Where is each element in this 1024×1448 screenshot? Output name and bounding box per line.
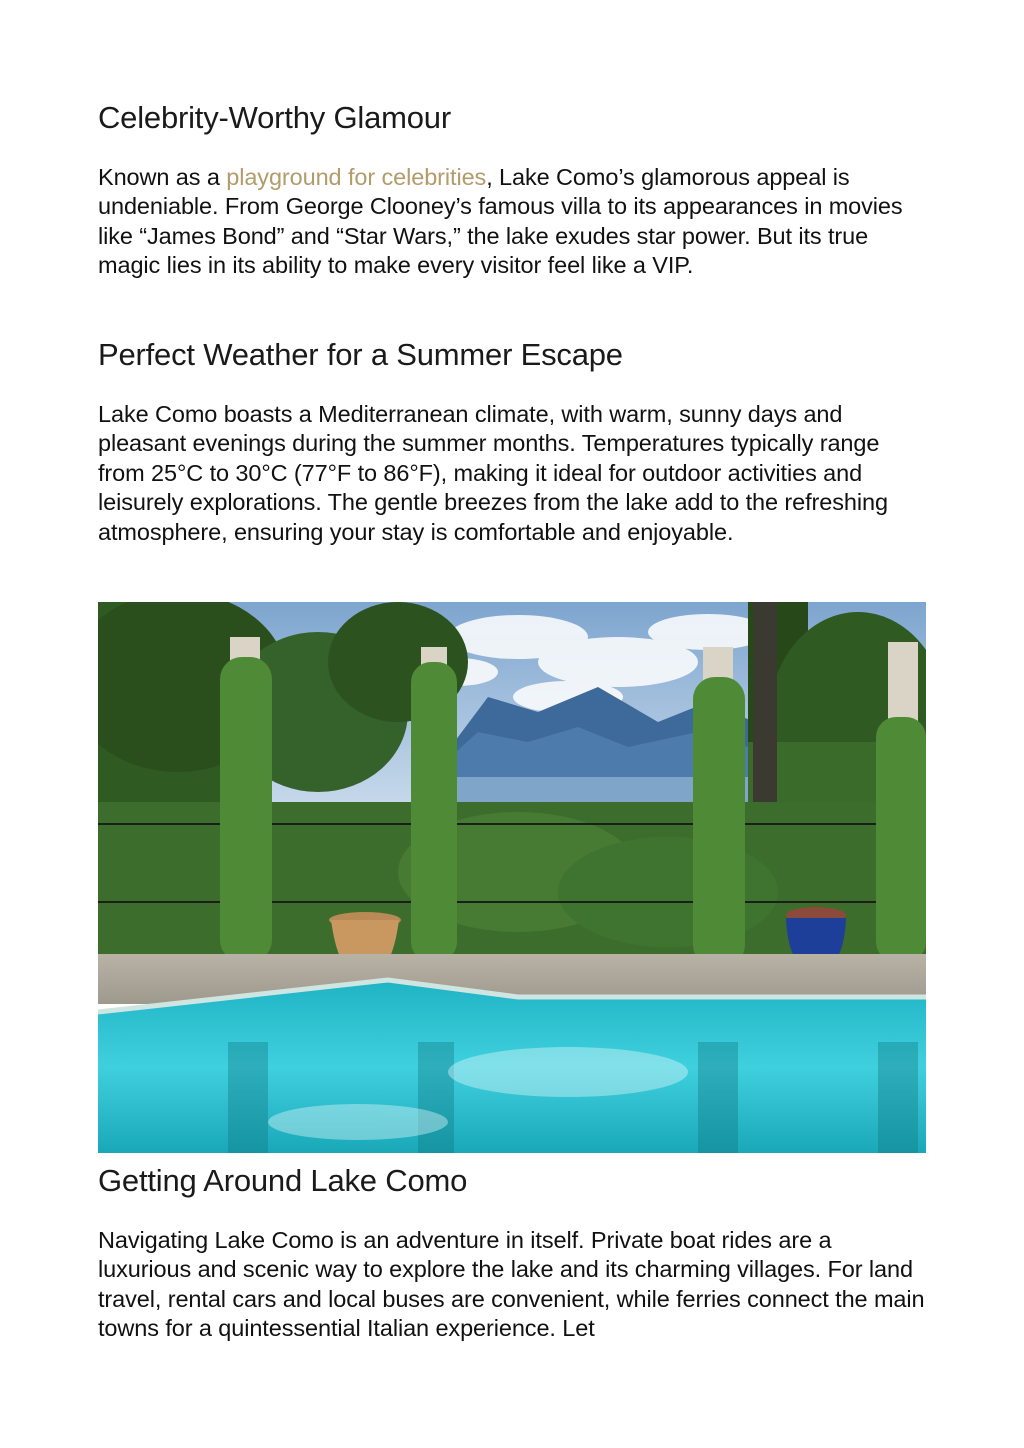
heading-getting-around: Getting Around Lake Como [98, 1163, 468, 1198]
paragraph-intro-text: Known as a [98, 164, 227, 190]
villa-pool-lake-photo [98, 602, 926, 1153]
paragraph-getting-around: Navigating Lake Como is an adventure in itself. Private boat rides are a luxurious and scenic way to explore the lake and its charming villages. For land travel, rental cars and local buses are convenient, while ferries connect the main towns for a quintessential Italian experience. Let [98, 1227, 925, 1342]
paragraph-body-text: , Lake Como’s glamorous appeal is undeniable. From George Clooney’s famous villa to its appearances in movies like “James Bond” and “Star Wars,” the lake exudes star power. But its true magic lies in its ability to make every visitor feel like a VIP. [98, 164, 903, 279]
heading-perfect-weather: Perfect Weather for a Summer Escape [98, 337, 623, 372]
heading-celebrity-glamour: Celebrity-Worthy Glamour [98, 100, 451, 135]
paragraph-celebrity-glamour [98, 163, 926, 281]
tree-trunk [753, 602, 777, 802]
paragraph-perfect-weather: Lake Como boasts a Mediterranean climate, with warm, sunny days and pleasant evenings during the summer months. Temperatures typically range from 25°C to 30°C (77°F to 86°F), making it ideal for outdoor activities and leisurely explorations. The gentle breezes from the lake add to the refreshing atmosphere, ensuring your stay is comfortable and enjoyable. [98, 401, 888, 545]
playground-for-celebrities-link[interactable]: playground for celebrities [226, 164, 487, 190]
